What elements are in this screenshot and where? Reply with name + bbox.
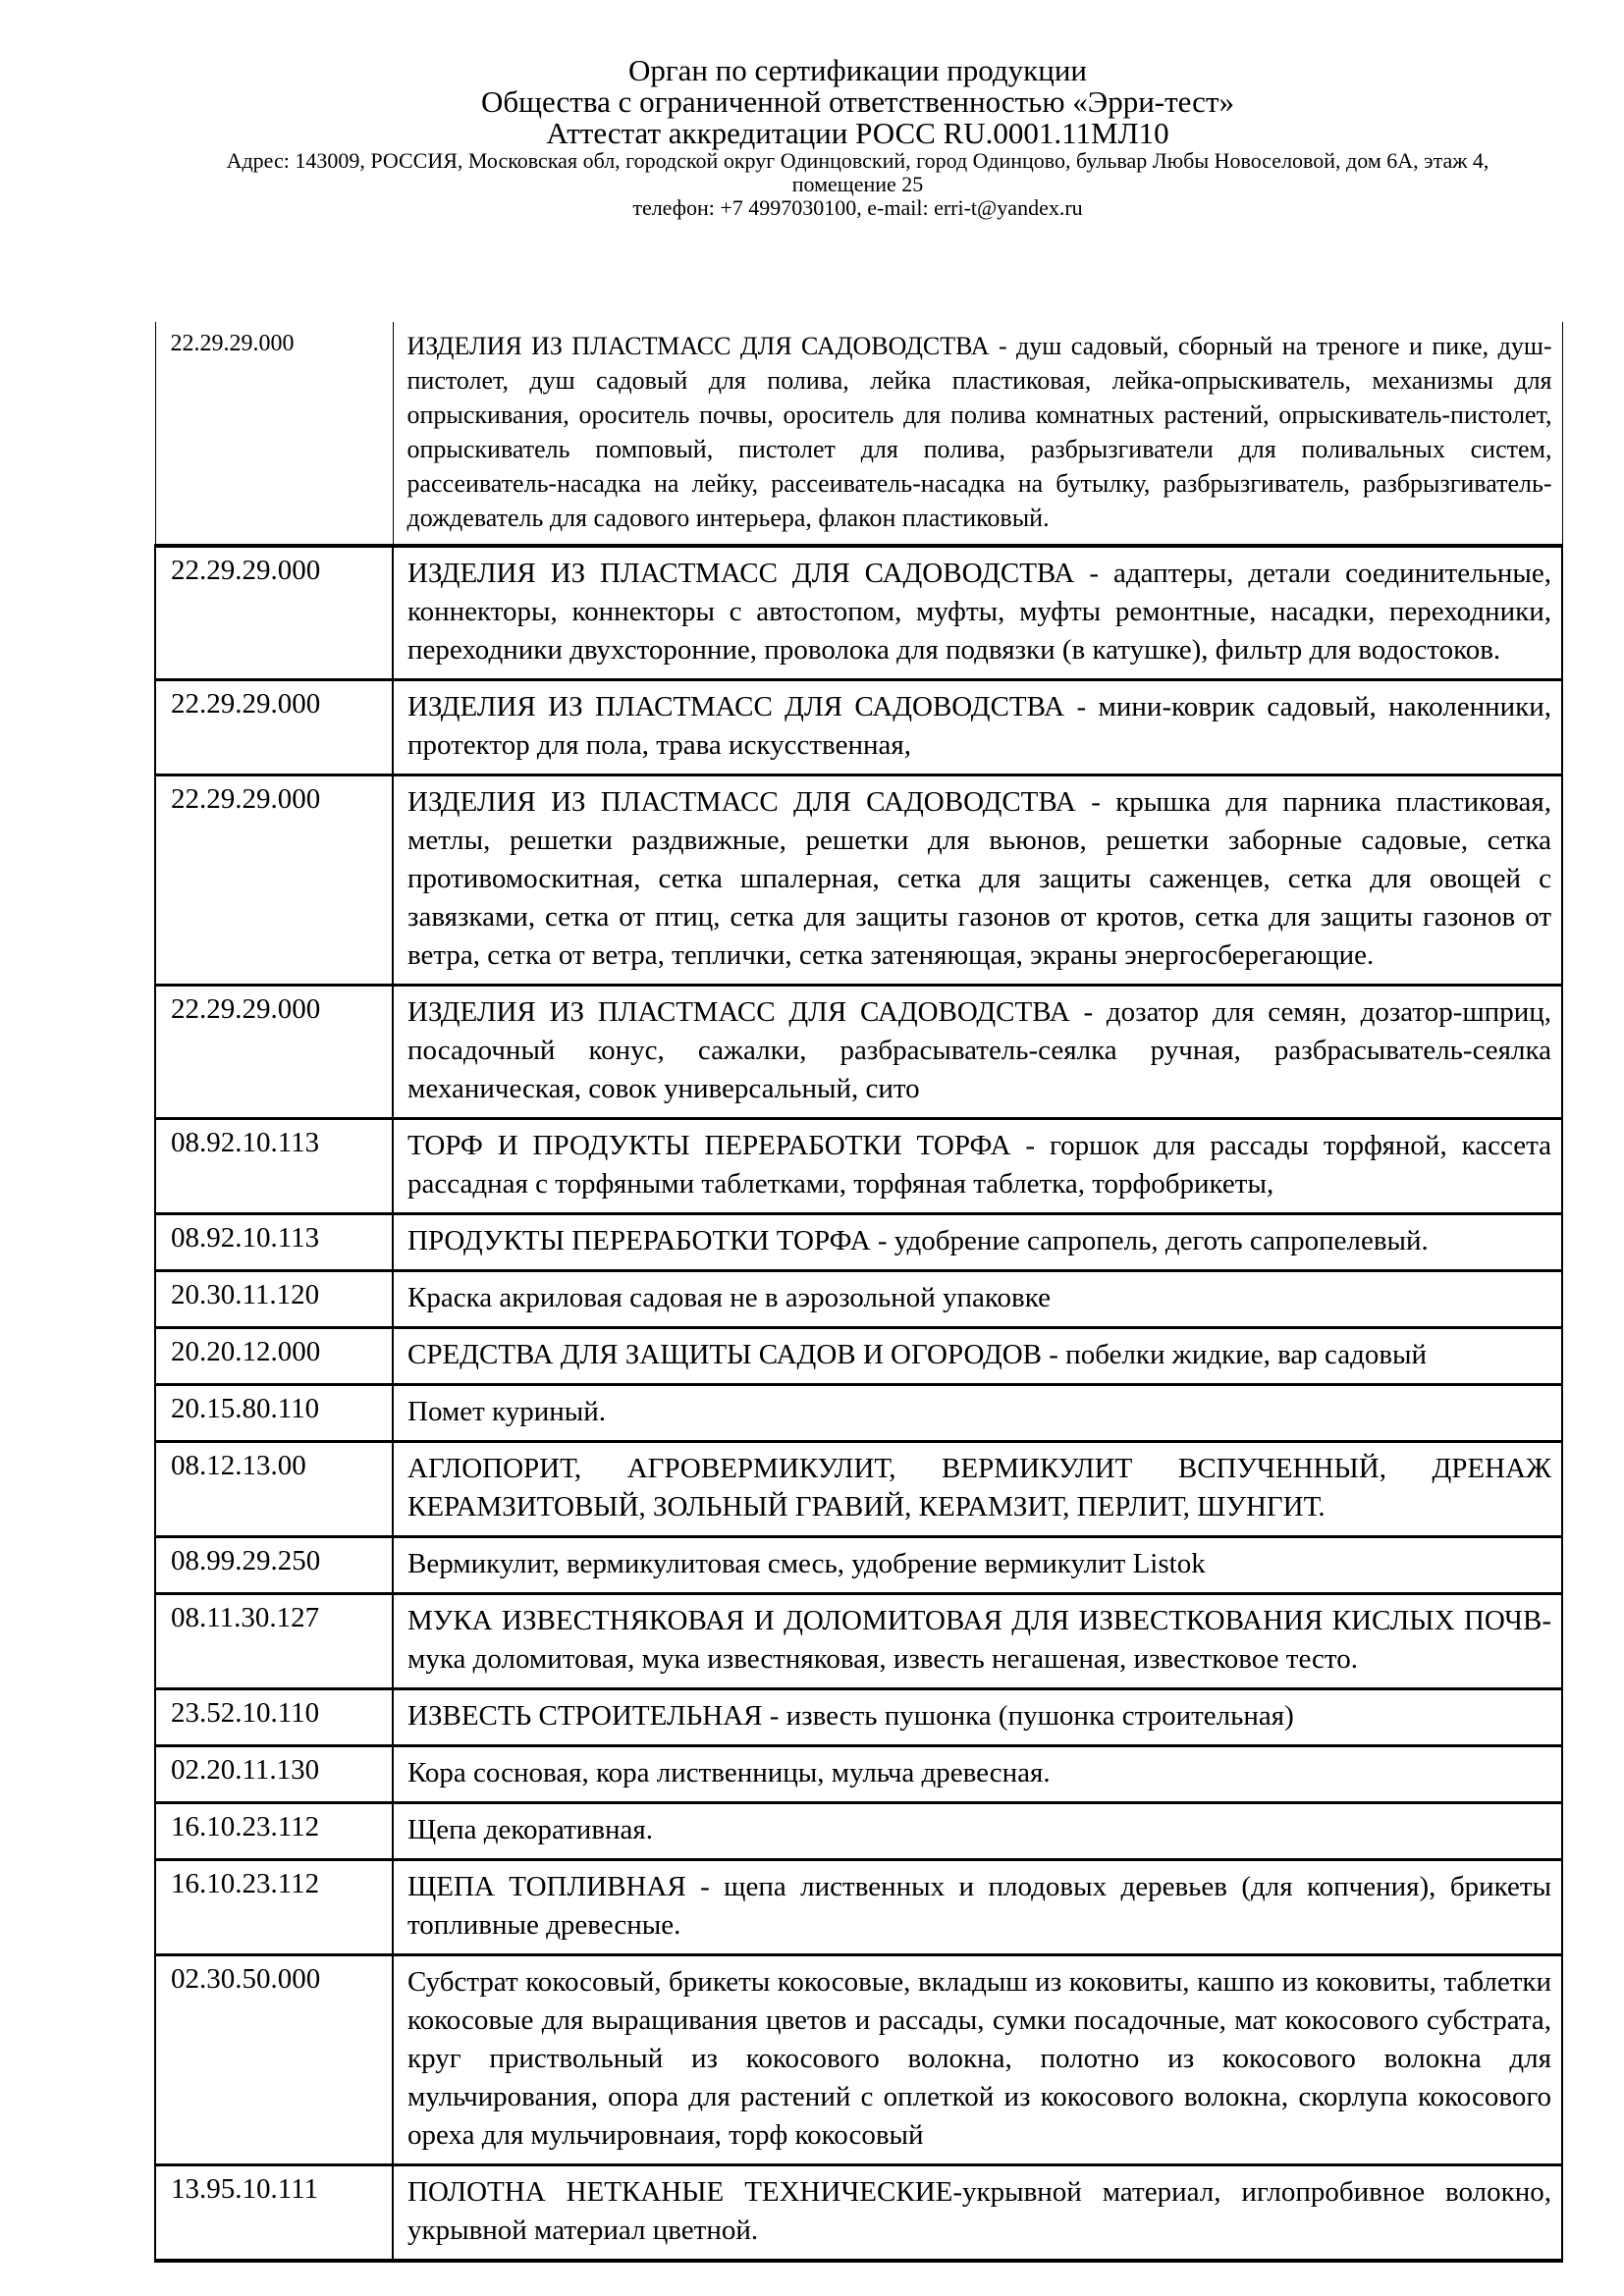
- table-row: [155, 322, 1562, 546]
- product-description: СРЕДСТВА ДЛЯ ЗАЩИТЫ САДОВ И ОГОРОДОВ - побелки жидкие, вар садовый: [393, 1328, 1562, 1385]
- product-description: АГЛОПОРИТ, АГРОВЕРМИКУЛИТ, ВЕРМИКУЛИТ ВСПУЧЕННЫЙ, ДРЕНАЖ КЕРАМЗИТОВЫЙ, ЗОЛЬНЫЙ ГРАВИЙ, КЕРАМЗИТ, ПЕРЛИТ, ШУНГИТ.: [393, 1442, 1562, 1537]
- address-line-2: помещение 25: [791, 172, 924, 196]
- product-code: 20.30.11.120: [155, 1271, 393, 1328]
- table-row: [155, 1537, 1562, 1594]
- product-description: ИЗДЕЛИЯ ИЗ ПЛАСТМАСС ДЛЯ САДОВОДСТВА - крышка для парника пластиковая, метлы, решетки раздвижные, решетки для вьюнов, решетки заборные садовые, сетка противомоскитная, сетка шпалерная, сетка для защиты саженцев, сетка для овощей с завязками, сетка от птиц, сетка для защиты газонов от кротов, сетка для защиты газонов от ветра, сетка от ветра, теплички, сетка затеняющая, экраны энергосберегающие.: [393, 775, 1562, 986]
- product-code: 16.10.23.112: [155, 1803, 393, 1860]
- product-code: 13.95.10.111: [155, 2165, 393, 2262]
- table-row: [155, 1803, 1562, 1860]
- table-row: [155, 986, 1562, 1119]
- product-description: Вермикулит, вермикулитовая смесь, удобрение вермикулит Listok: [393, 1537, 1562, 1594]
- table-row: [155, 2165, 1562, 2262]
- product-description: ИЗДЕЛИЯ ИЗ ПЛАСТМАСС ДЛЯ САДОВОДСТВА - душ садовый, сборный на треноге и пике, душ-пистолет, душ садовый для полива, лейка пластиковая, лейка-опрыскиватель, механизмы для опрыскивания, ороситель почвы, ороситель для полива комнатных растений, опрыскиватель-пистолет, опрыскиватель помповый, пистолет для полива, разбрызгиватели для поливальных систем, рассеиватель-насадка на лейку, рассеиватель-насадка на бутылку, разбрызгиватель, разбрызгиватель-дождеватель для садового интерьера, флакон пластиковый.: [393, 322, 1562, 546]
- product-description: Помет куриный.: [393, 1385, 1562, 1442]
- product-description: Краска акриловая садовая не в аэрозольной упаковке: [393, 1271, 1562, 1328]
- table-row: [155, 1271, 1562, 1328]
- product-description: ИЗВЕСТЬ СТРОИТЕЛЬНАЯ - известь пушонка (пушонка строительная): [393, 1689, 1562, 1746]
- table-row: [155, 1119, 1562, 1214]
- table-row: [155, 1214, 1562, 1271]
- product-description: ТОРФ И ПРОДУКТЫ ПЕРЕРАБОТКИ ТОРФА - горшок для рассады торфяной, кассета рассадная с торфяными таблетками, торфяная таблетка, торфобрикеты,: [393, 1119, 1562, 1214]
- product-description: ПОЛОТНА НЕТКАНЫЕ ТЕХНИЧЕСКИЕ-укрывной материал, иглопробивное волокно, укрывной материал цветной.: [393, 2165, 1562, 2262]
- product-code: 22.29.29.000: [155, 322, 393, 546]
- product-code: 22.29.29.000: [155, 775, 393, 986]
- product-description: ИЗДЕЛИЯ ИЗ ПЛАСТМАСС ДЛЯ САДОВОДСТВА - дозатор для семян, дозатор-шприц, посадочный конус, сажалки, разбрасыватель-сеялка ручная, разбрасыватель-сеялка механическая, совок универсальный, сито: [393, 986, 1562, 1119]
- table-row: [155, 1385, 1562, 1442]
- product-code: 08.11.30.127: [155, 1594, 393, 1689]
- attestat-title-line: Аттестат аккредитации РОСС RU.0001.11МЛ10: [546, 116, 1169, 150]
- product-code: 08.99.29.250: [155, 1537, 393, 1594]
- product-description: ИЗДЕЛИЯ ИЗ ПЛАСТМАСС ДЛЯ САДОВОДСТВА - адаптеры, детали соединительные, коннекторы, коннекторы с автостопом, муфты, муфты ремонтные, насадки, переходники, переходники двухсторонние, проволока для подвязки (в катушке), фильтр для водостоков.: [393, 546, 1562, 680]
- product-code: 20.20.12.000: [155, 1328, 393, 1385]
- product-code: 22.29.29.000: [155, 986, 393, 1119]
- product-code: 23.52.10.110: [155, 1689, 393, 1746]
- table-row: [155, 1442, 1562, 1537]
- product-code: 08.12.13.00: [155, 1442, 393, 1537]
- product-description: ИЗДЕЛИЯ ИЗ ПЛАСТМАСС ДЛЯ САДОВОДСТВА - мини-коврик садовый, наколенники, протектор для пола, трава искусственная,: [393, 680, 1562, 775]
- table-row: [155, 1594, 1562, 1689]
- table-row: [155, 1955, 1562, 2165]
- product-description: ЩЕПА ТОПЛИВНАЯ - щепа лиственных и плодовых деревьев (для копчения), брикеты топливные древесные.: [393, 1860, 1562, 1955]
- product-code: 08.92.10.113: [155, 1119, 393, 1214]
- product-code: 16.10.23.112: [155, 1860, 393, 1955]
- company-title-line: Общества с ограниченной ответственностью «Эрри-тест»: [480, 84, 1234, 119]
- certification-body-header: [154, 0, 1561, 220]
- table-row: [155, 1328, 1562, 1385]
- product-code: 20.15.80.110: [155, 1385, 393, 1442]
- product-code: 02.20.11.130: [155, 1746, 393, 1803]
- product-description: ПРОДУКТЫ ПЕРЕРАБОТКИ ТОРФА - удобрение сапропель, деготь сапропелевый.: [393, 1214, 1562, 1271]
- products-table: [154, 322, 1563, 2263]
- address-line-1: Адрес: 143009, РОССИЯ, Московская обл, городской округ Одинцовский, город Одинцово, бульвар Любы Новоселовой, дом 6А, этаж 4,: [226, 148, 1489, 173]
- table-row: [155, 1689, 1562, 1746]
- product-description: Кора сосновая, кора лиственницы, мульча древесная.: [393, 1746, 1562, 1803]
- product-description: Щепа декоративная.: [393, 1803, 1562, 1860]
- product-code: 22.29.29.000: [155, 680, 393, 775]
- product-description: МУКА ИЗВЕСТНЯКОВАЯ И ДОЛОМИТОВАЯ ДЛЯ ИЗВЕСТКОВАНИЯ КИСЛЫХ ПОЧВ-мука доломитовая, мука известняковая, известь негашеная, известковое тесто.: [393, 1594, 1562, 1689]
- table-row: [155, 546, 1562, 680]
- table-row: [155, 680, 1562, 775]
- table-row: [155, 1860, 1562, 1955]
- table-row: [155, 775, 1562, 986]
- table-row: [155, 1746, 1562, 1803]
- product-description: Субстрат кокосовый, брикеты кокосовые, вкладыш из коковиты, кашпо из коковиты, таблетки кокосовые для выращивания цветов и рассады, сумки посадочные, мат кокосового субстрата, круг приствольный из кокосового волокна, полотно из кокосового волокна для мульчирования, опора для растений с оплеткой из кокосового волокна, скорлупа кокосового ореха для мульчировнаия, торф кокосовый: [393, 1955, 1562, 2165]
- product-code: 08.92.10.113: [155, 1214, 393, 1271]
- product-code: 22.29.29.000: [155, 546, 393, 680]
- org-title-line: Орган по сертификации продукции: [627, 53, 1087, 87]
- product-code: 02.30.50.000: [155, 1955, 393, 2165]
- contact-line: телефон: +7 4997030100, e-mail: erri-t@yandex.ru: [632, 195, 1083, 220]
